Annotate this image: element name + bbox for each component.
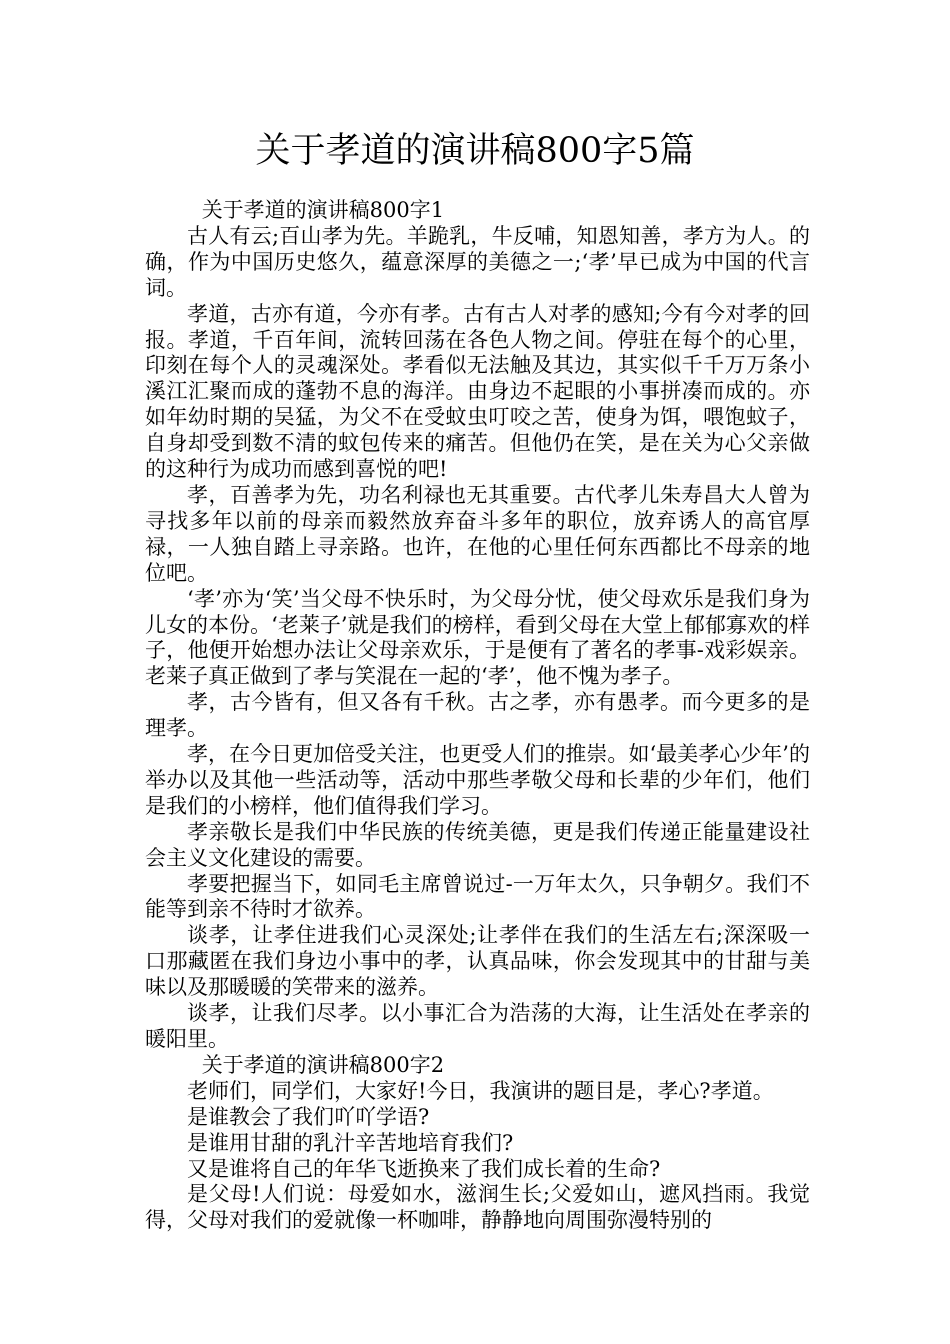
paragraph: 孝亲敬长是我们中华民族的传统美德，更是我们传递正能量建设社会主义文化建设的需要。 xyxy=(145,819,810,870)
paragraph: 是父母!人们说：母爱如水，滋润生长;父爱如山，遮风挡雨。我觉得，父母对我们的爱就像一杯咖啡，静静地向周围弥漫特别的 xyxy=(145,1182,810,1233)
section-heading: 关于孝道的演讲稿800字1 xyxy=(201,198,445,222)
paragraph: 孝道，古亦有道，今亦有孝。古有古人对孝的感知;今有今对孝的回报。孝道，千百年间，流转回荡在各色人物之间。停驻在每个的心里，印刻在每个人的灵魂深处。孝看似无法触及其边，其实似千千万万条小溪江汇聚而成的蓬勃不息的海洋。由身边不起眼的小事拼凑而成的。亦如年幼时期的吴猛，为父不在受蚊虫叮咬之苦，使身为饵，喂饱蚊子，自身却受到数不清的蚊包传来的痛苦。但他仍在笑，是在关为心父亲做的这种行为成功而感到喜悦的吧! xyxy=(145,301,810,482)
section-heading: 关于孝道的演讲稿800字2 xyxy=(201,1052,445,1077)
paragraph: 谈孝，让孝住进我们心灵深处;让孝伴在我们的生活左右;深深吸一口那藏匿在我们身边小事中的孝，认真品味，你会发现其中的甘甜与美味以及那暖暖的笑带来的滋养。 xyxy=(145,923,810,1000)
document-title: 关于孝道的演讲稿800字5篇 xyxy=(255,131,695,171)
paragraph: 孝要把握当下，如同毛主席曾说过-一万年太久，只争朝夕。我们不能等到亲不待时才欲养。 xyxy=(145,871,810,922)
document-body xyxy=(145,198,810,1234)
paragraph: 孝，古今皆有，但又各有千秋。古之孝，亦有愚孝。而今更多的是理孝。 xyxy=(145,690,810,741)
paragraph: 是谁教会了我们吖吖学语? xyxy=(187,1104,430,1129)
paragraph: 是谁用甘甜的乳汁辛苦地培育我们? xyxy=(187,1130,514,1155)
paragraph: 老师们，同学们，大家好!今日，我演讲的题目是，孝心?孝道。 xyxy=(187,1078,774,1103)
paragraph: 古人有云;百山孝为先。羊跪乳，牛反哺，知恩知善，孝方为人。的确，作为中国历史悠久，蕴意深厚的美德之一;‘孝’早已成为中国的代言词。 xyxy=(145,223,810,300)
paragraph: 孝，在今日更加倍受关注，也更受人们的推崇。如‘最美孝心少年’的举办以及其他一些活动等，活动中那些孝敬父母和长辈的少年们，他们是我们的小榜样，他们值得我们学习。 xyxy=(145,742,810,818)
paragraph: 又是谁将自己的年华飞逝换来了我们成长着的生命? xyxy=(187,1156,661,1181)
paragraph: ‘孝’亦为‘笑’当父母不快乐时，为父母分忧，使父母欢乐是我们身为儿女的本份。‘老莱子’就是我们的榜样，看到父母在大堂上郁郁寡欢的样子，他便开始想办法让父母亲欢乐，于是便有了著名的孝事-戏彩娱亲。老莱子真正做到了孝与笑混在一起的‘孝’，他不愧为孝子。 xyxy=(145,586,810,689)
paragraph: 孝，百善孝为先，功名利禄也无其重要。古代孝儿朱寿昌大人曾为寻找多年以前的母亲而毅然放弃奋斗多年的职位，放弃诱人的高官厚禄，一人独自踏上寻亲路。也许，在他的心里任何东西都比不母亲的地位吧。 xyxy=(145,482,810,585)
paragraph: 谈孝，让我们尽孝。以小事汇合为浩荡的大海，让生活处在孝亲的暖阳里。 xyxy=(145,1001,810,1051)
